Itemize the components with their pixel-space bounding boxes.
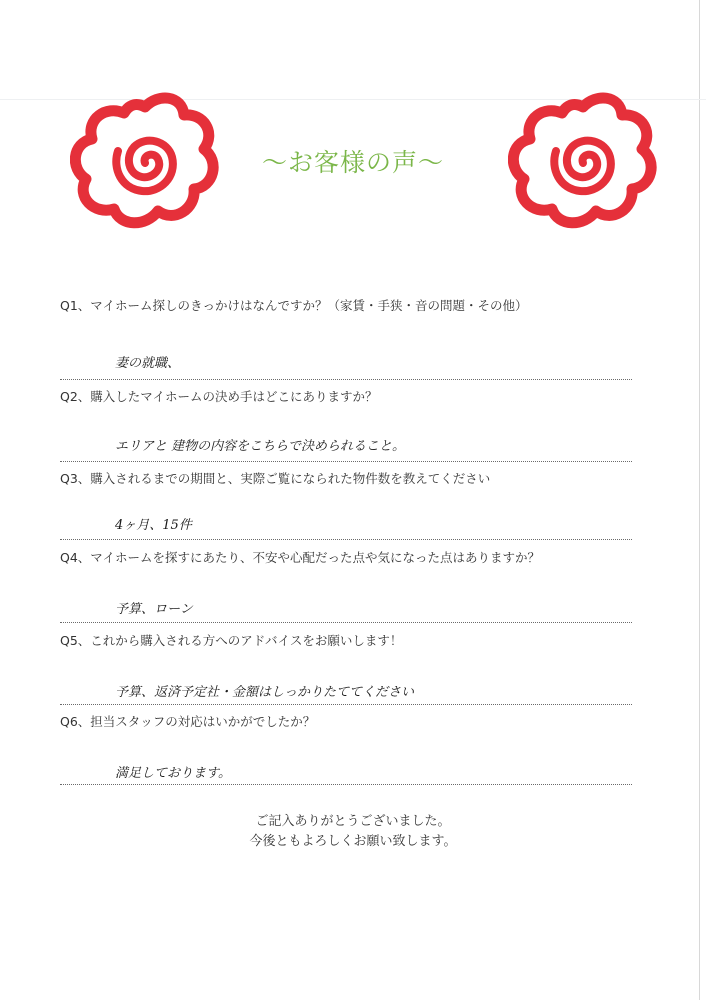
question-text: Q1、マイホーム探しのきっかけはなんですか？（家賃・手狭・音の問題・その他） [60,298,528,313]
question-text: Q3、購入されるまでの期間と、実際ご覧になられた物件数を教えてください [60,471,491,486]
page-title: ～お客様の声～ [261,148,444,177]
answer-line [60,379,632,380]
question-text: Q2、購入したマイホームの決め手はどこにありますか？ [60,389,378,404]
closing-line-2: 今後ともよろしくお願い致します。 [249,834,457,849]
handwritten-answer: 予算、ローン [115,602,193,617]
answer-line [60,622,632,623]
qa-item-5 [60,631,632,700]
handwritten-answer: 予算、返済予定社・金額はしっかりたててください [115,685,415,700]
handwritten-answer: 4ヶ月、15件 [115,518,192,533]
qa-item-4 [60,548,632,617]
handwritten-answer: エリアと 建物の内容をこちらで決められること。 [115,439,406,454]
question-text: Q4、マイホームを探すにあたり、不安や心配だった点や気になった点はありますか？ [60,550,541,565]
handwritten-answer: 妻の就職、 [115,356,181,371]
qa-item-1 [60,296,632,371]
closing-line-1: ご記入ありがとうございました。 [255,814,451,829]
answer-line [60,784,632,785]
answer-line [60,704,632,705]
qa-item-3 [60,469,632,533]
answer-line [60,461,632,462]
closing-message [0,812,706,852]
handwritten-answer: 満足しております。 [115,766,231,781]
answer-line [60,539,632,540]
qa-item-6 [60,712,632,781]
question-text: Q5、これから購入される方へのアドバイスをお願いします！ [60,633,403,648]
qa-item-2 [60,387,632,454]
question-text: Q6、担当スタッフの対応はいかがでしたか？ [60,714,316,729]
